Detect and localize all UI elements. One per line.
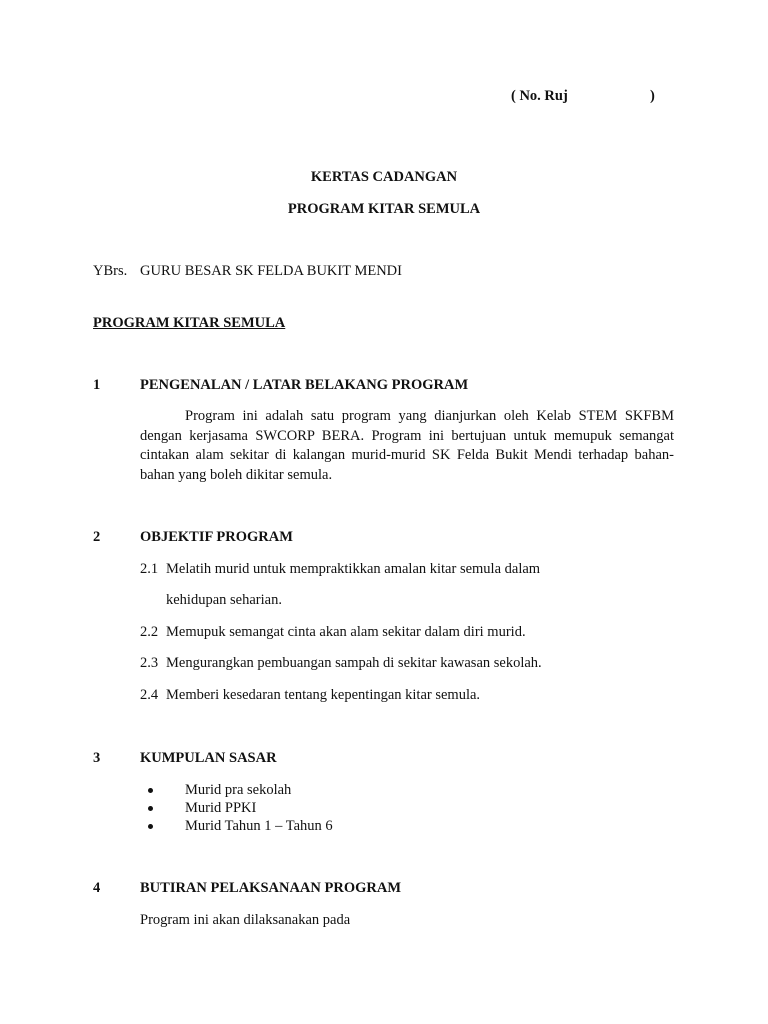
- reference-close: ): [650, 88, 655, 104]
- section-4-title: BUTIRAN PELAKSANAAN PROGRAM: [140, 880, 402, 896]
- bullet-icon: [148, 788, 153, 793]
- addressee-label: YBrs.: [93, 263, 128, 279]
- objective-number: 2.2: [140, 624, 159, 640]
- section-3-title: KUMPULAN SASAR: [140, 750, 277, 766]
- document-title: KERTAS CADANGAN: [310, 169, 458, 185]
- section-1-paragraph: Program ini adalah satu program yang dianjurkan oleh Kelab STEM SKFBM dengan kerjasama SWCORP BERA. Program ini bertujuan untuk memupuk semangat cintakan alam sekitar di kalangan murid-murid SK Felda Bukit Mendi terhadap bahan-bahan yang boleh dikitar semula.: [140, 408, 674, 483]
- objective-item: [140, 561, 540, 578]
- list-item-text: Murid Tahun 1 – Tahun 6: [185, 818, 333, 834]
- objective-item: [140, 624, 526, 641]
- objective-number: 2.4: [140, 687, 159, 703]
- objective-text: Memupuk semangat cinta akan alam sekitar dalam diri murid.: [166, 624, 526, 640]
- section-2-title: OBJEKTIF PROGRAM: [140, 529, 293, 545]
- section-1-number: 1: [93, 377, 101, 393]
- document-subtitle: PROGRAM KITAR SEMULA: [287, 201, 481, 217]
- bullet-icon: [148, 824, 153, 829]
- section-2-number: 2: [93, 529, 101, 545]
- program-heading: PROGRAM KITAR SEMULA: [93, 315, 286, 331]
- list-item-text: Murid pra sekolah: [185, 782, 292, 798]
- target-group-list: [140, 781, 333, 835]
- objective-item: [140, 687, 480, 704]
- list-item: [140, 817, 333, 835]
- section-3-number: 3: [93, 750, 101, 766]
- objective-continuation: kehidupan seharian.: [166, 592, 282, 608]
- objective-number: 2.3: [140, 655, 159, 671]
- section-4-number: 4: [93, 880, 101, 896]
- objective-number: 2.1: [140, 561, 159, 577]
- list-item-text: Murid PPKI: [185, 800, 257, 816]
- bullet-icon: [148, 806, 153, 811]
- objective-text: Melatih murid untuk mempraktikkan amalan kitar semula dalam: [166, 561, 541, 577]
- section-1-title: PENGENALAN / LATAR BELAKANG PROGRAM: [140, 377, 469, 393]
- list-item: [140, 799, 333, 817]
- addressee-value: GURU BESAR SK FELDA BUKIT MENDI: [140, 263, 402, 279]
- list-item: [140, 781, 333, 799]
- objective-text: Mengurangkan pembuangan sampah di sekitar kawasan sekolah.: [166, 655, 542, 671]
- objective-text: Memberi kesedaran tentang kepentingan kitar semula.: [166, 687, 481, 703]
- reference-label: ( No. Ruj: [511, 88, 568, 104]
- objective-item: [140, 655, 542, 672]
- section-4-text: Program ini akan dilaksanakan pada: [140, 912, 351, 928]
